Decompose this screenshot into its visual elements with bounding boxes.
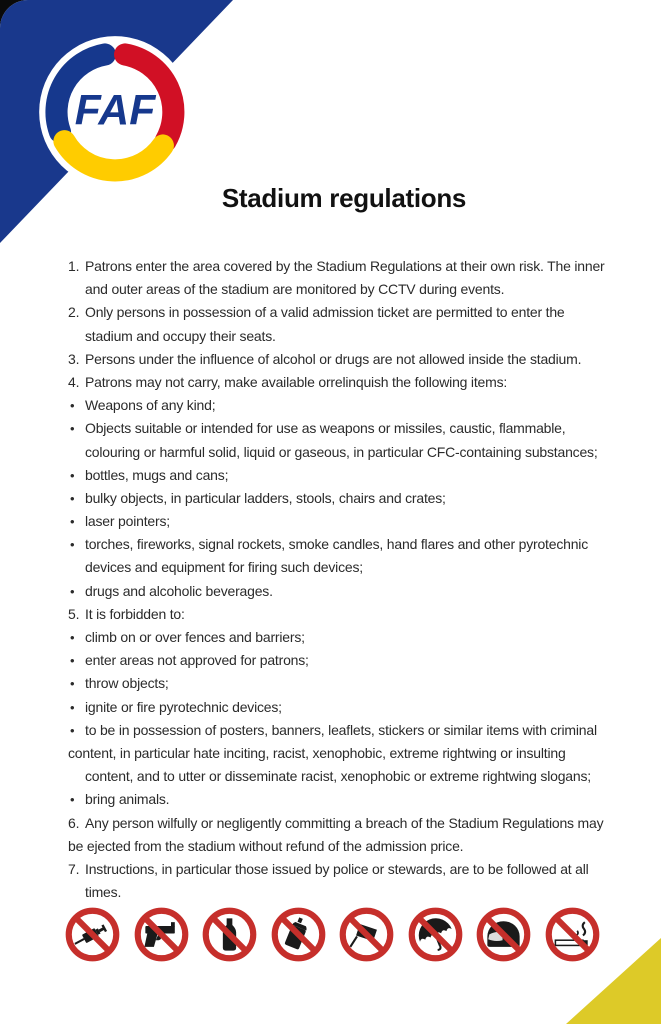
regulation-text: climb on or over fences and barriers; bbox=[85, 629, 305, 645]
regulation-text: throw objects; bbox=[85, 675, 169, 692]
regulation-line bbox=[68, 765, 643, 788]
no-smoking-icon bbox=[544, 906, 601, 963]
list-marker: • bbox=[70, 514, 75, 530]
list-marker: • bbox=[70, 421, 75, 437]
regulation-line bbox=[68, 696, 643, 719]
regulation-line bbox=[68, 835, 643, 858]
regulation-text: to be in possession of posters, banners, leaflets, stickers or similar items with criminal bbox=[85, 721, 597, 738]
regulation-text: times. bbox=[85, 884, 122, 901]
regulation-text: colouring or harmful solid, liquid or gaseous, in particular CFC-containing substances; bbox=[85, 443, 598, 460]
page-title: Stadium regulations bbox=[221, 183, 467, 213]
regulation-line bbox=[68, 487, 643, 510]
regulation-line bbox=[68, 649, 643, 672]
no-syringes-icon bbox=[64, 906, 121, 963]
regulation-text: be ejected from the stadium without refund of the admission price. bbox=[68, 837, 464, 854]
list-marker: • bbox=[70, 490, 75, 506]
list-marker: • bbox=[70, 792, 75, 808]
regulation-line bbox=[68, 881, 643, 904]
regulation-line bbox=[68, 278, 643, 301]
faf-logo bbox=[36, 33, 194, 191]
list-marker: • bbox=[70, 676, 75, 692]
regulation-line bbox=[68, 510, 643, 533]
regulation-line bbox=[68, 556, 643, 579]
list-marker: 4. bbox=[68, 373, 80, 390]
regulation-text: Instructions, in particular those issued by police or stewards, are to be followed at all bbox=[85, 860, 589, 877]
regulation-line bbox=[68, 394, 643, 417]
list-marker: • bbox=[70, 630, 75, 645]
no-umbrellas-icon bbox=[407, 906, 464, 963]
regulations-list bbox=[68, 255, 643, 904]
regulation-text: content, in particular hate inciting, racist, xenophobic, extreme rightwing or insulting bbox=[68, 744, 566, 761]
faf-logo-text: FAF bbox=[74, 86, 156, 135]
regulation-text: Weapons of any kind; bbox=[85, 397, 216, 414]
regulation-text: drugs and alcoholic beverages. bbox=[85, 582, 273, 599]
regulation-line bbox=[68, 464, 643, 487]
regulation-line bbox=[68, 858, 643, 881]
regulation-line bbox=[68, 325, 643, 348]
list-marker: • bbox=[70, 537, 75, 553]
regulation-line bbox=[68, 672, 643, 695]
regulation-text: Any person wilfully or negligently committing a breach of the Stadium Regulations may bbox=[85, 814, 604, 831]
regulation-text: bottles, mugs and cans; bbox=[85, 466, 229, 483]
regulation-line bbox=[68, 255, 643, 278]
list-marker: 7. bbox=[68, 860, 80, 877]
regulation-line bbox=[68, 603, 643, 626]
regulation-text: Objects suitable or intended for use as weapons or missiles, caustic, flammable, bbox=[85, 420, 566, 437]
regulation-line bbox=[68, 348, 643, 371]
list-marker: • bbox=[70, 722, 75, 738]
regulation-text: Patrons may not carry, make available orrelinquish the following items: bbox=[85, 373, 508, 390]
regulation-text: laser pointers; bbox=[85, 513, 170, 530]
regulation-text: Only persons in possession of a valid admission ticket are permitted to enter the bbox=[85, 304, 565, 321]
no-helmets-icon bbox=[475, 906, 532, 963]
list-marker: 5. bbox=[68, 605, 80, 622]
regulation-text: and outer areas of the stadium are monitored by CCTV during events. bbox=[85, 281, 505, 298]
list-marker: • bbox=[70, 583, 75, 599]
regulation-line bbox=[68, 742, 643, 765]
regulation-line bbox=[68, 301, 643, 324]
regulation-text: ignite or fire pyrotechnic devices; bbox=[85, 698, 282, 715]
no-aerosols-icon bbox=[270, 906, 327, 963]
regulation-line bbox=[68, 626, 643, 649]
regulation-line bbox=[68, 371, 643, 394]
regulation-text: devices and equipment for firing such devices; bbox=[85, 559, 363, 576]
list-marker: 6. bbox=[68, 814, 80, 831]
regulation-text: bulky objects, in particular ladders, stools, chairs and crates; bbox=[85, 489, 446, 506]
regulation-line bbox=[68, 812, 643, 835]
regulation-text: content, and to utter or disseminate racist, xenophobic or extreme rightwing slogans; bbox=[85, 768, 591, 785]
regulation-line bbox=[68, 533, 643, 556]
list-marker: • bbox=[70, 467, 75, 483]
no-flags-icon bbox=[338, 906, 395, 963]
regulation-text: Patrons enter the area covered by the Stadium Regulations at their own risk. The inner bbox=[85, 258, 605, 274]
list-marker: 1. bbox=[68, 258, 80, 274]
no-firearms-icon bbox=[133, 906, 190, 963]
list-marker: • bbox=[70, 699, 75, 715]
list-marker: 2. bbox=[68, 304, 80, 321]
regulation-text: stadium and occupy their seats. bbox=[85, 327, 276, 344]
list-marker: 3. bbox=[68, 350, 80, 367]
regulation-line bbox=[68, 441, 643, 464]
regulation-text: torches, fireworks, signal rockets, smoke candles, hand flares and other pyrotechnic bbox=[85, 536, 589, 553]
prohibition-icons-row bbox=[64, 906, 600, 963]
faf-logo-graphic bbox=[36, 33, 194, 191]
regulation-line bbox=[68, 719, 643, 742]
list-marker: • bbox=[70, 398, 75, 414]
regulation-text: Persons under the influence of alcohol or drugs are not allowed inside the stadium. bbox=[85, 350, 582, 367]
regulation-text: bring animals. bbox=[85, 791, 170, 808]
regulation-text: It is forbidden to: bbox=[85, 605, 185, 622]
regulation-text: enter areas not approved for patrons; bbox=[85, 652, 309, 669]
regulation-line bbox=[68, 788, 643, 811]
regulation-line bbox=[68, 580, 643, 603]
no-bottles-icon bbox=[201, 906, 258, 963]
list-marker: • bbox=[70, 653, 75, 669]
regulation-line bbox=[68, 417, 643, 440]
